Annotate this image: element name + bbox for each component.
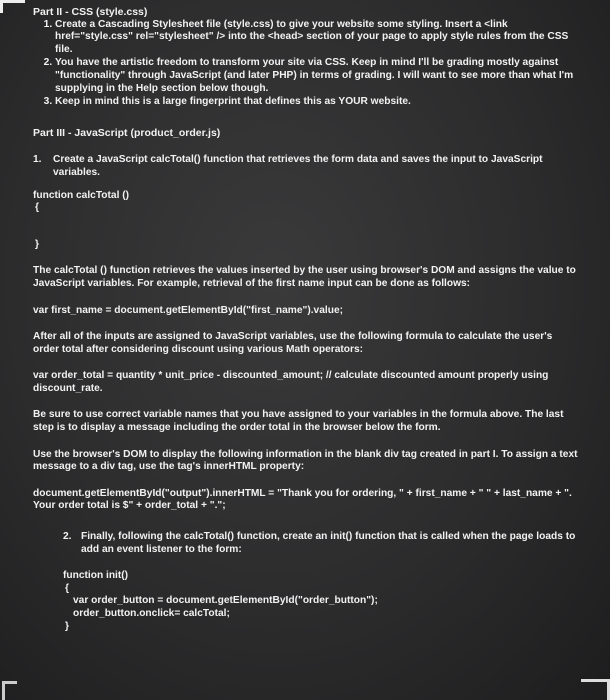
init-code-block (63, 570, 581, 633)
paragraph: Use the browser's DOM to display the following information in the blank div tag created in part I. To assign a text message to a div tag, use the tag's innerHTML property: (33, 448, 578, 473)
paragraph: Be sure to use correct variable names that you have assigned to your variables in the formula above. The last step is to display a message including the order total in the browser below the form. (33, 409, 564, 434)
page-corner-mark (2, 681, 17, 700)
part2-item: 1. Create a Cascading Stylesheet file (style.css) to give your website some styling. Insert a <link href="style.css" rel="stylesheet" /> into the <head> section of your page to apply style rules from the CSS file. (55, 19, 581, 57)
paragraph: The calcTotal () function retrieves the values inserted by the user using browser's DOM and assigns the value to JavaScript variables. For example, retrieval of the first name input can be done as follows: (33, 265, 576, 289)
code-example: var first_name = document.getElementById("first_name").value; (33, 304, 343, 316)
step-number: 1. (33, 154, 42, 166)
part2-heading: Part II - CSS (style.css) (33, 6, 148, 18)
code-line: function init() (63, 570, 129, 582)
part2-item: 3. Keep in mind this is a large fingerprint that defines this as YOUR website. (55, 96, 581, 109)
step-1 (33, 154, 581, 179)
code-line: { (35, 202, 39, 214)
part3-heading: Part III - JavaScript (product_order.js) (33, 126, 221, 139)
code-line: } (65, 620, 69, 632)
code-line: { (65, 582, 69, 594)
page-corner-mark (581, 679, 610, 700)
code-line: } (35, 238, 39, 250)
code-example: var order_total = quantity * unit_price - discounted_amount; // calculate discounted amount properly using discount_rate. (33, 370, 549, 394)
code-line: order_button.onclick= calcTotal; (73, 608, 230, 619)
document-page (33, 6, 581, 633)
code-line: function calcTotal () (33, 189, 130, 201)
calctotal-code-block (33, 190, 581, 252)
part2-list (33, 19, 581, 109)
page-corner-mark (0, 0, 25, 13)
part2-item: 2. You have the artistic freedom to transform your site via CSS. Keep in mind I'll be grading mostly against "functionality" through JavaScript (and later PHP) in terms of grading. I will want to see more than what I'm supplying in the Help section below though. (55, 57, 581, 95)
step-number: 2. (63, 531, 72, 543)
step-2 (63, 531, 581, 556)
paragraph: After all of the inputs are assigned to JavaScript variables, use the following formula to calculate the user's order total after considering discount using various Math operators: (33, 331, 553, 355)
code-example: document.getElementById("output").innerHTML = "Thank you for ordering, " + first_name + " " + last_name + ". Your order total is $" + order_total + "."; (33, 487, 572, 512)
step-text: Create a JavaScript calcTotal() function that retrieves the form data and saves the input to JavaScript variables. (53, 154, 543, 178)
code-line: var order_button = document.getElementById("order_button"); (73, 595, 378, 607)
step-text: Finally, following the calcTotal() function, create an init() function that is called when the page loads to add an event listener to the form: (81, 531, 576, 555)
